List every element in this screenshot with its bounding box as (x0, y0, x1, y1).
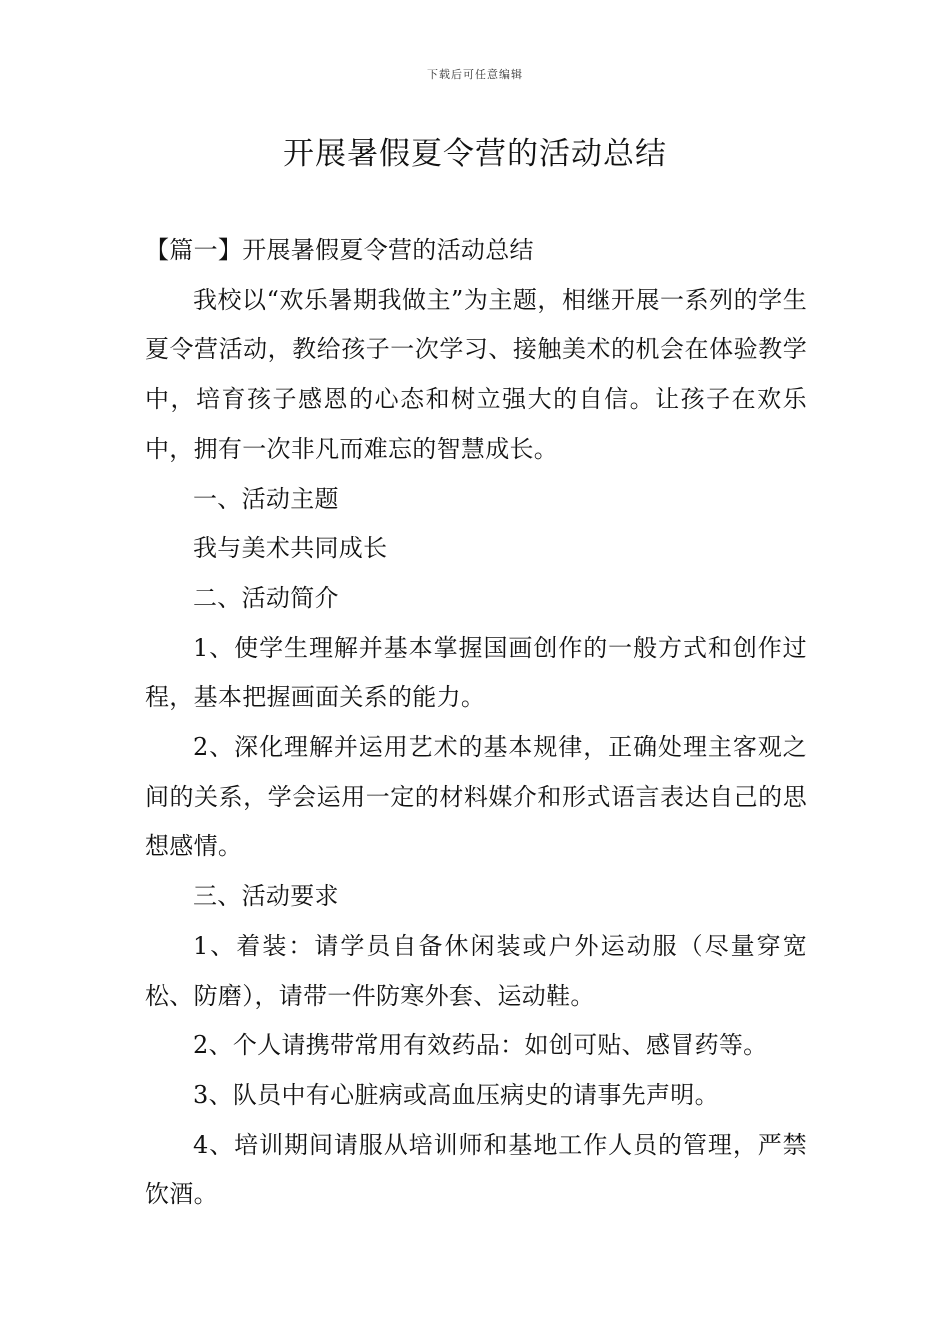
header-note: 下载后可任意编辑 (427, 68, 523, 81)
requirement-item-1: 1、着装：请学员自备休闲装或户外运动服（尽量穿宽松、防磨），请带一件防寒外套、运动鞋。 (145, 931, 807, 1010)
requirement-item-3: 3、队员中有心脏病或高血压病史的请事先声明。 (193, 1080, 719, 1109)
heading-activity-requirements: 三、活动要求 (193, 882, 339, 911)
document-body (145, 226, 807, 1220)
activity-theme-text: 我与美术共同成长 (193, 534, 388, 563)
document-title: 开展暑假夏令营的活动总结 (283, 136, 667, 172)
intro-item-1: 1、使学生理解并基本掌握国画创作的一般方式和创作过程，基本把握画面关系的能力。 (145, 633, 807, 712)
intro-item-2: 2、深化理解并运用艺术的基本规律，正确处理主客观之间的关系，学会运用一定的材料媒介和形式语言表达自己的思想感情。 (145, 733, 807, 861)
requirement-item-2: 2、个人请携带常用有效药品：如创可贴、感冒药等。 (193, 1031, 768, 1060)
section-heading: 【篇一】开展暑假夏令营的活动总结 (145, 236, 534, 264)
heading-activity-theme: 一、活动主题 (193, 484, 339, 513)
heading-activity-intro: 二、活动简介 (193, 583, 339, 612)
requirement-item-4: 4、培训期间请服从培训师和基地工作人员的管理，严禁饮酒。 (145, 1130, 807, 1209)
intro-paragraph: 我校以“欢乐暑期我做主”为主题，相继开展一系列的学生夏令营活动，教给孩子一次学习、接触美术的机会在体验教学中，培育孩子感恩的心态和树立强大的自信。让孩子在欢乐中，拥有一次非凡而难忘的智慧成长。 (145, 285, 807, 463)
